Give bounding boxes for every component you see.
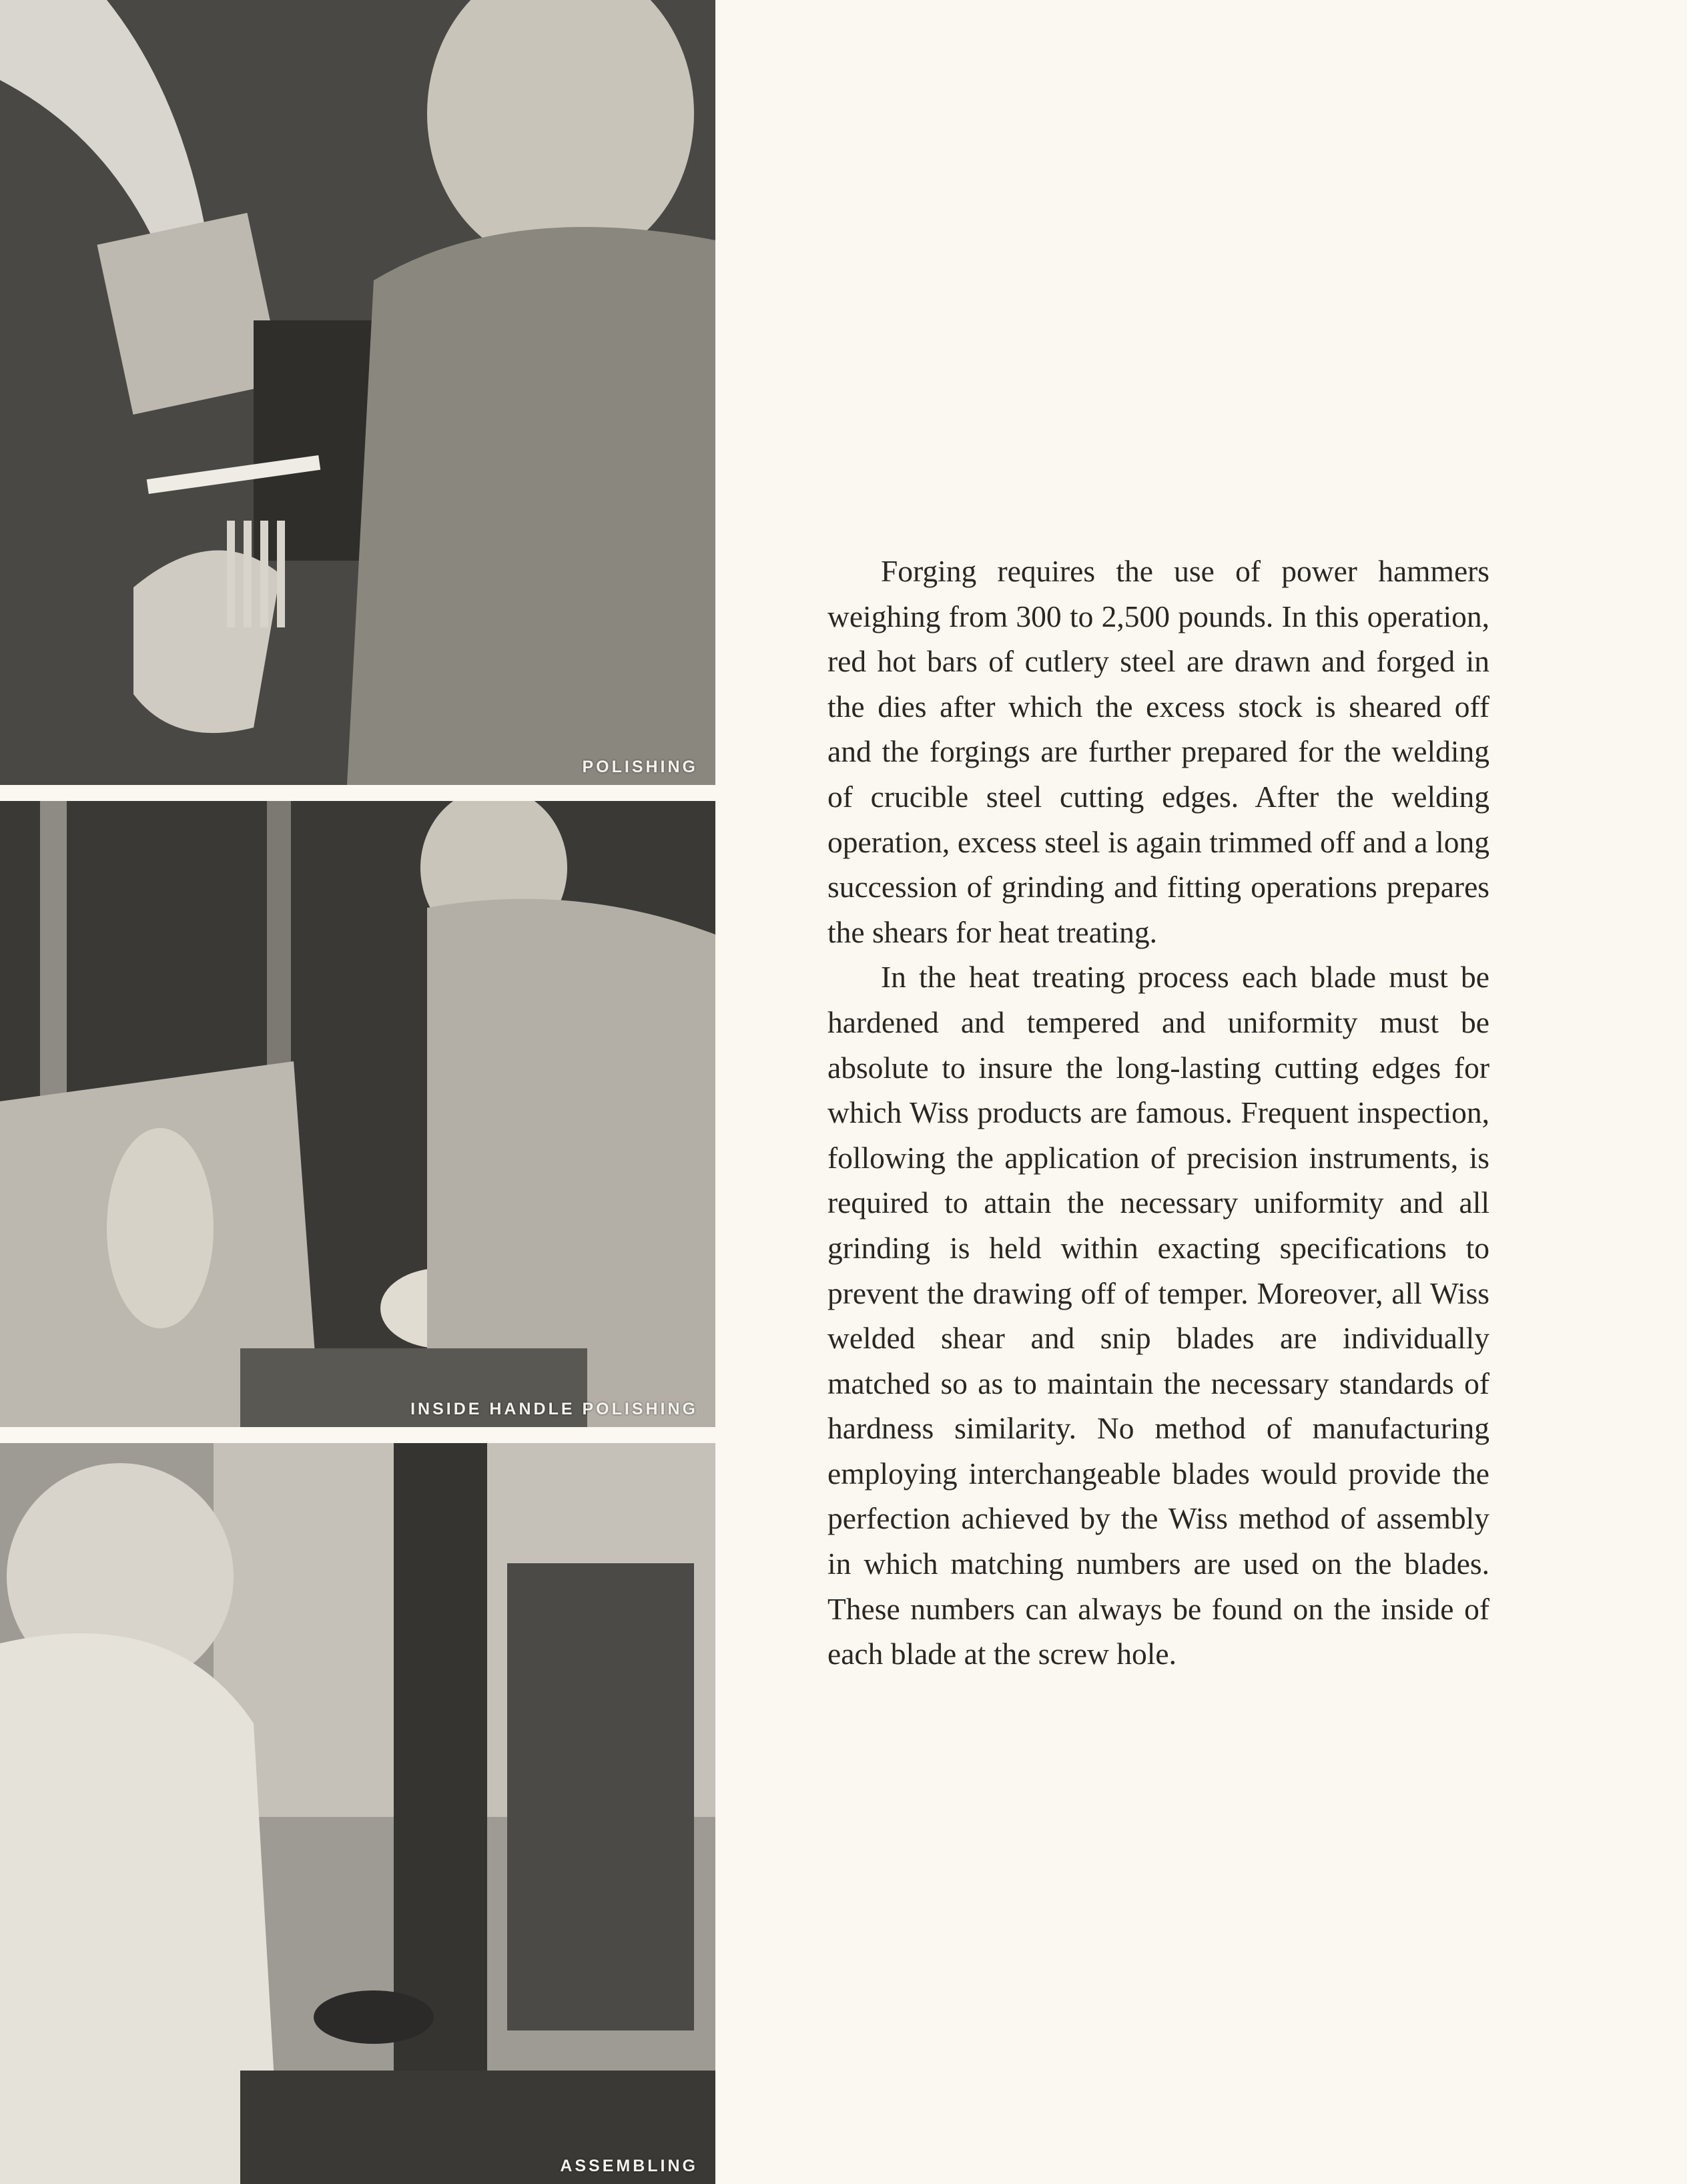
polishing-photo (0, 0, 715, 785)
polishing-photo-image (0, 0, 715, 785)
photo-column (0, 0, 715, 2184)
paragraph-forging: Forging requires the use of power hammers weighing from 300 to 2,500 pounds. In this operation, red hot bars of cutlery steel are drawn and forged in the dies after which the excess stock is sheared off and the forgings are further prepared for the welding of crucible steel cutting edges. After the welding operation, excess steel is again trimmed off and a long succession of grinding and fitting operations prepares the shears for heat treating. (827, 554, 1489, 949)
photo-caption: INSIDE HANDLE POLISHING (410, 1400, 698, 1418)
inside-handle-polishing-photo (0, 801, 715, 1427)
inside-handle-polishing-photo-image (0, 801, 715, 1427)
photo-caption: ASSEMBLING (560, 2157, 698, 2175)
body-text (827, 549, 1489, 1677)
photo-caption: POLISHING (582, 758, 698, 776)
paragraph-heat-treating: In the heat treating process each blade must be hardened and tempered and uniformity must be absolute to insure the long-lasting cutting edges for which Wiss products are famous. Frequent inspection, following the application of precision instruments, is required to attain the necessary uniformity and all grinding is held within exacting specifications to prevent the drawing off of temper. Moreover, all Wiss welded shear and snip blades are individually matched so as to maintain the necessary standards of hardness similarity. No method of manufacturing employing interchangeable blades would provide the perfection achieved by the Wiss method of assembly in which matching numbers are used on the blades. These numbers can always be found on the inside of each blade at the screw hole. (827, 960, 1489, 1671)
assembling-photo-image (0, 1443, 715, 2184)
assembling-photo (0, 1443, 715, 2184)
